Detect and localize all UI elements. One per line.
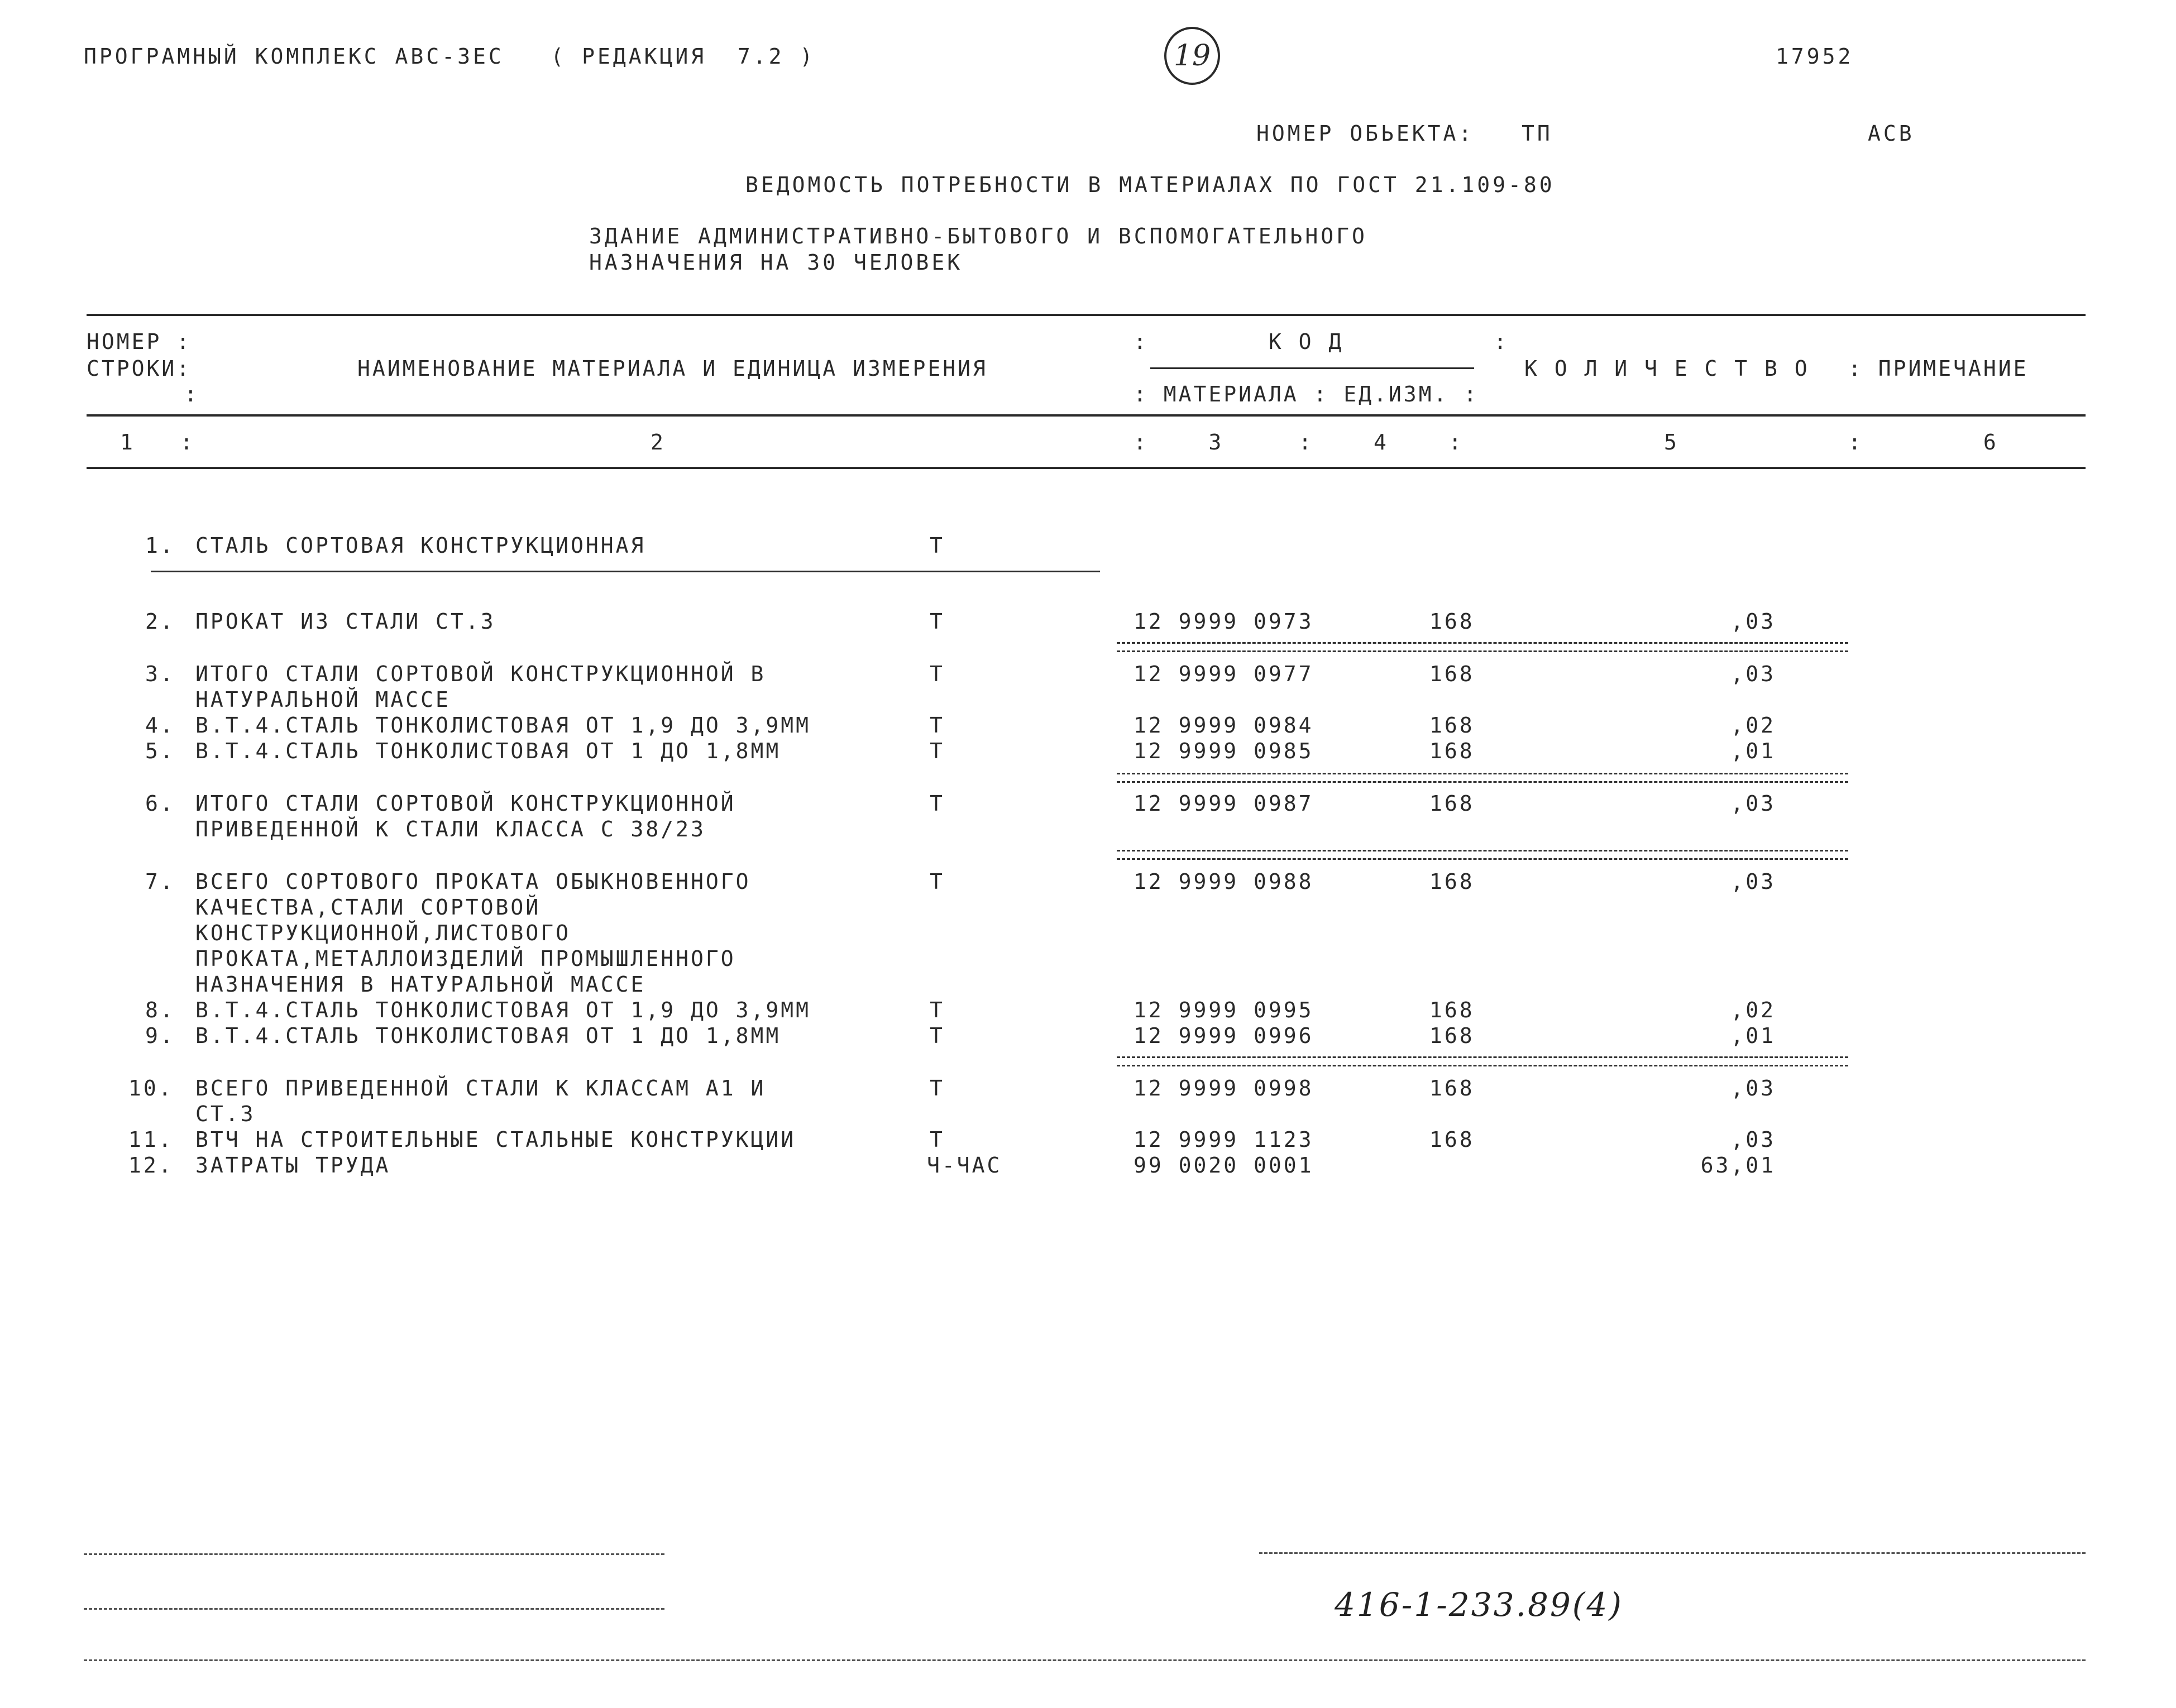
material-code: 12 9999 0996 (1134, 1023, 1314, 1048)
row-number: 1. (145, 533, 175, 558)
unit: Т (930, 533, 945, 558)
unit-code: 168 (1429, 791, 1475, 816)
material-name: СТАЛЬ СОРТОВАЯ КОНСТРУКЦИОННАЯ (195, 533, 646, 558)
material-name: В.Т.4.СТАЛЬ ТОНКОЛИСТОВАЯ ОТ 1,9 ДО 3,9ММ (195, 998, 811, 1022)
subtitle-line-1: ЗДАНИЕ АДМИНИСТРАТИВНО-БЫТОВОГО И ВСПОМОГАТЕЛЬНОГО (589, 224, 1367, 248)
unit: Т (930, 609, 945, 634)
material-name: ВСЕГО ПРИВЕДЕННОЙ СТАЛИ К КЛАССАМ А1 И (195, 1076, 766, 1101)
unit-code: 168 (1429, 1127, 1475, 1152)
row-number: 2. (145, 609, 175, 634)
material-code: 12 9999 0984 (1134, 713, 1314, 738)
table-top-rule (87, 314, 2086, 316)
material-name: ПРОКАТ ИЗ СТАЛИ СТ.3 (195, 609, 496, 634)
quantity: ,01 (1730, 1023, 1776, 1048)
object-code: АСВ (1868, 121, 1915, 146)
footer-left-rule-top (84, 1553, 664, 1555)
row-number: 11. (128, 1127, 174, 1152)
unit: Т (930, 1076, 945, 1101)
material-name: В.Т.4.СТАЛЬ ТОНКОЛИСТОВАЯ ОТ 1 ДО 1,8ММ (195, 739, 781, 763)
unit: Ч-ЧАС (927, 1153, 1002, 1178)
material-name: ВТЧ НА СТРОИТЕЛЬНЫЕ СТАЛЬНЫЕ КОНСТРУКЦИИ (195, 1127, 796, 1152)
material-name: ИТОГО СТАЛИ СОРТОВОЙ КОНСТРУКЦИОННОЙ (195, 791, 736, 816)
row-number: 6. (145, 791, 175, 816)
material-code: 12 9999 0987 (1134, 791, 1314, 816)
row-number: 3. (145, 662, 175, 686)
table-row (0, 791, 2176, 842)
material-name: ЗАТРАТЫ ТРУДА (195, 1153, 391, 1178)
table-row (0, 738, 2176, 790)
row-number: 5. (145, 739, 175, 763)
quantity: 63,01 (1700, 1153, 1776, 1178)
total-separator (1117, 1056, 1848, 1066)
column-number-3-4: : 3 : 4 : (1134, 430, 1464, 454)
material-name-cont: ПРИВЕДЕННОЙ К СТАЛИ КЛАССА С 38/23 (195, 817, 706, 841)
subtitle-line-2: НАЗНАЧЕНИЯ НА 30 ЧЕЛОВЕК (589, 250, 963, 275)
material-code: 12 9999 0995 (1134, 998, 1314, 1022)
row-number: 4. (145, 713, 175, 738)
document-number: 17952 (1776, 44, 1854, 69)
total-separator (1117, 642, 1848, 652)
column-number-1: 1 : (120, 430, 195, 454)
row-number: 9. (145, 1023, 175, 1048)
material-code: 12 9999 0998 (1134, 1076, 1314, 1101)
row-1-underline (151, 571, 1100, 572)
header-bottom-rule (87, 414, 2086, 417)
unit-code: 168 (1429, 713, 1475, 738)
drawing-stamp: 416-1-233.89(4) (1335, 1586, 1623, 1624)
column-number-6: : 6 (1848, 430, 1998, 454)
material-name: В.Т.4.СТАЛЬ ТОНКОЛИСТОВАЯ ОТ 1,9 ДО 3,9ММ (195, 713, 811, 738)
unit-code: 168 (1429, 869, 1475, 894)
footer-right-rule-top (1259, 1552, 2086, 1554)
header-code-divider (1150, 367, 1474, 369)
material-name-cont: ПРОКАТА,МЕТАЛЛОИЗДЕЛИЙ ПРОМЫШЛЕННОГО (195, 946, 736, 971)
table-row (0, 1075, 2176, 1127)
row-number: 8. (145, 998, 175, 1022)
unit-code: 168 (1429, 1023, 1475, 1048)
document-title: ВЕДОМОСТЬ ПОТРЕБНОСТИ В МАТЕРИАЛАХ ПО ГОСТ 21.109-80 (745, 173, 1555, 197)
unit-code: 168 (1429, 1076, 1475, 1101)
material-code: 12 9999 0985 (1134, 739, 1314, 763)
column-numbers-rule (87, 467, 2086, 469)
material-name: ИТОГО СТАЛИ СОРТОВОЙ КОНСТРУКЦИОННОЙ В (195, 662, 766, 686)
material-code: 12 9999 0988 (1134, 869, 1314, 894)
table-row (0, 1023, 2176, 1074)
material-name-cont: КАЧЕСТВА,СТАЛИ СОРТОВОЙ (195, 895, 541, 920)
unit: Т (930, 869, 945, 894)
header-row-number-3: : (184, 382, 199, 406)
unit: Т (930, 1023, 945, 1048)
quantity: ,01 (1730, 739, 1776, 763)
material-name: В.Т.4.СТАЛЬ ТОНКОЛИСТОВАЯ ОТ 1 ДО 1,8ММ (195, 1023, 781, 1048)
header-material-name: НАИМЕНОВАНИЕ МАТЕРИАЛА И ЕДИНИЦА ИЗМЕРЕНИЯ (357, 356, 988, 381)
unit: Т (930, 739, 945, 763)
total-separator (1117, 773, 1848, 783)
quantity: ,03 (1730, 1127, 1776, 1152)
row-number: 12. (128, 1153, 174, 1178)
total-separator (1117, 850, 1848, 860)
material-name-cont: СТ.3 (195, 1102, 256, 1126)
row-number: 7. (145, 869, 175, 894)
unit-code: 168 (1429, 998, 1475, 1022)
material-name-cont: НАТУРАЛЬНОЙ МАССЕ (195, 687, 451, 712)
table-row (0, 869, 2176, 997)
quantity: ,02 (1730, 998, 1776, 1022)
quantity: ,02 (1730, 713, 1776, 738)
unit: Т (930, 998, 945, 1022)
material-code: 12 9999 1123 (1134, 1127, 1314, 1152)
quantity: ,03 (1730, 1076, 1776, 1101)
table-row (0, 661, 2176, 712)
unit-code: 168 (1429, 662, 1475, 686)
unit: Т (930, 662, 945, 686)
footer-left-rule-mid (84, 1608, 664, 1610)
header-row-number-2: СТРОКИ: (87, 356, 192, 381)
header-row-number-1: НОМЕР : (87, 329, 192, 354)
column-number-5: 5 (1664, 430, 1679, 454)
material-code: 99 0020 0001 (1134, 1153, 1314, 1178)
unit: Т (930, 791, 945, 816)
footer-bottom-rule (84, 1659, 2086, 1661)
quantity: ,03 (1730, 662, 1776, 686)
object-value: ТП (1522, 121, 1553, 146)
material-name-cont: НАЗНАЧЕНИЯ В НАТУРАЛЬНОЙ МАССЕ (195, 972, 646, 997)
quantity: ,03 (1730, 791, 1776, 816)
sheet-number: 19 (1164, 27, 1220, 85)
unit-code: 168 (1429, 609, 1475, 634)
table-row (0, 533, 2176, 584)
header-note: : ПРИМЕЧАНИЕ (1848, 356, 2029, 381)
header-code-sub: : МАТЕРИАЛА : ЕД.ИЗМ. : (1134, 382, 1479, 406)
unit: Т (930, 713, 945, 738)
material-code: 12 9999 0977 (1134, 662, 1314, 686)
object-label: НОМЕР ОБЬЕКТА: (1256, 121, 1475, 146)
material-name-cont: КОНСТРУКЦИОННОЙ,ЛИСТОВОГО (195, 921, 571, 945)
header-code-group: : К О Д : (1134, 329, 1509, 354)
unit-code: 168 (1429, 739, 1475, 763)
unit: Т (930, 1127, 945, 1152)
row-number: 10. (128, 1076, 174, 1101)
table-row (0, 1152, 2176, 1204)
header-quantity: К О Л И Ч Е С Т В О (1524, 356, 1810, 381)
table-row (0, 609, 2176, 660)
column-number-2: 2 (651, 430, 666, 454)
material-code: 12 9999 0973 (1134, 609, 1314, 634)
program-title: ПРОГРАМНЫЙ КОМПЛЕКС АВС-3ЕС ( РЕДАКЦИЯ 7.2 ) (84, 44, 816, 69)
quantity: ,03 (1730, 609, 1776, 634)
quantity: ,03 (1730, 869, 1776, 894)
material-name: ВСЕГО СОРТОВОГО ПРОКАТА ОБЫКНОВЕННОГО (195, 869, 751, 894)
